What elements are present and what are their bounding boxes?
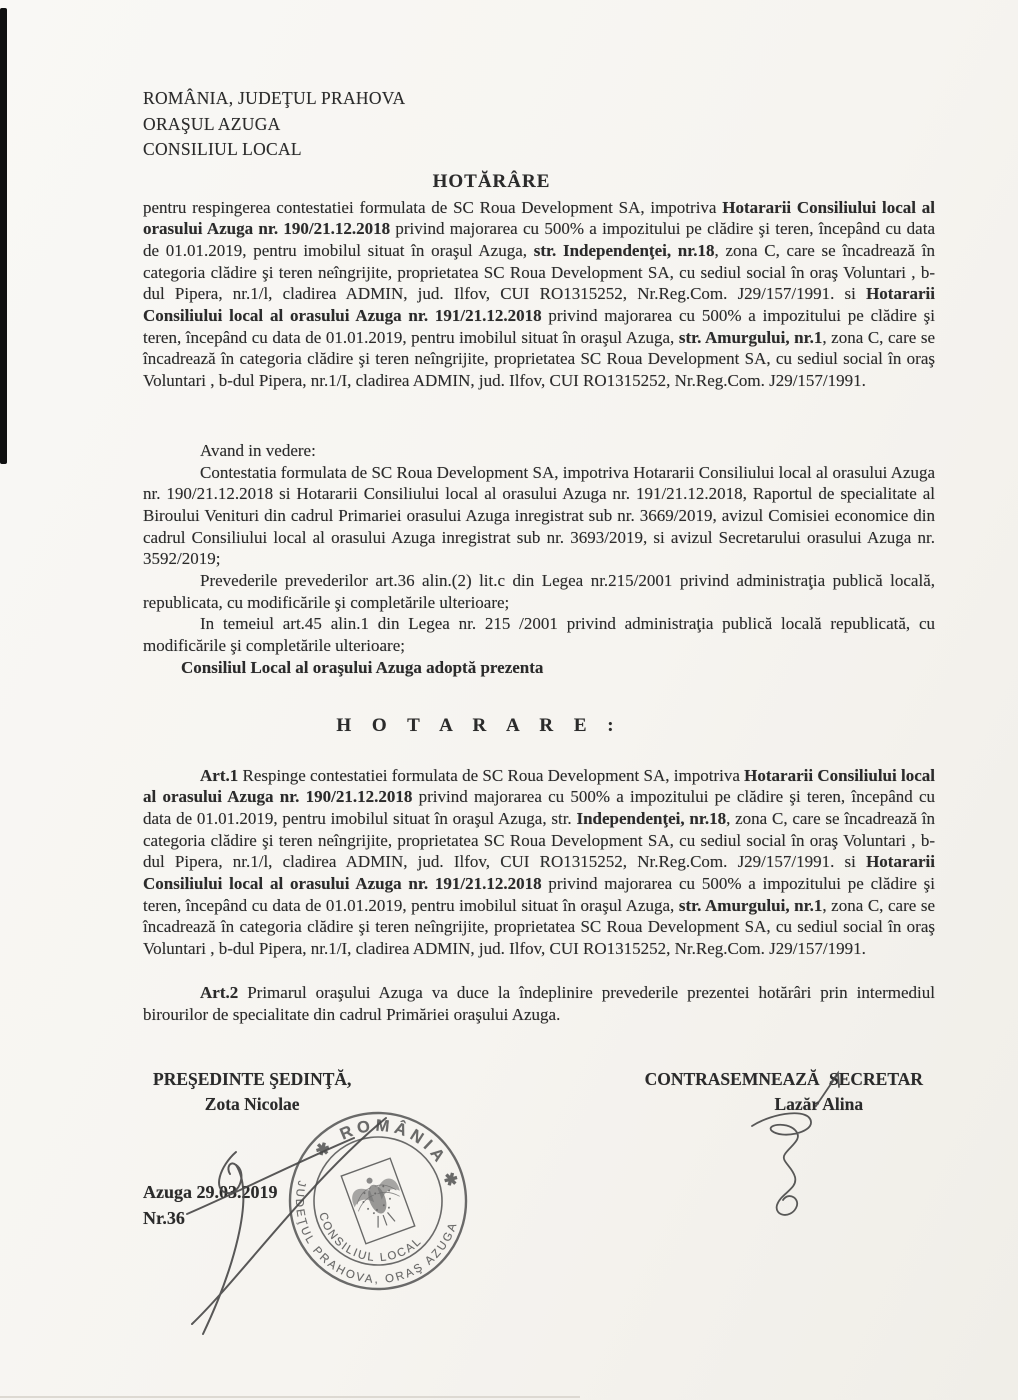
article-1-paragraph: Art.1 Respinge contestatiei formulata de SC Roua Development SA, impotriva Hotararii Consiliului local al orasului Azuga nr. 190/21.12.2018 privind majorarea cu 500% a impozitului pe clădire şi teren, începând cu data de 01.01.2019, pentru imobilul situat în oraşul Azuga, str. Independenţei, nr.18, zona C, care se încadrează în categoria clădire şi teren neîngrijite, proprietatea SC Roua Development SA, cu sediul social în oraş Voluntari , b-dul Pipera, nr.1/l, cladirea ADMIN, jud. Ilfov, CUI RO1315252, Nr.Reg.Com. J29/157/1991. si Hotararii Consiliului local al orasului Azuga nr. 191/21.12.2018 privind majorarea cu 500% a impozitului pe clădire şi teren, începând cu data de 01.01.2019, pentru imobilul situat în oraşul Azuga, str. Amurgului, nr.1, zona C, care se încadrează în categoria clădire şi teren neîngrijite, proprietatea SC Roua Development SA, cu sediul social în oraş Voluntari , b-dul Pipera, nr.1/I, cladirea ADMIN, jud. Ilfov, CUI RO1315252, Nr.Reg.Com. J29/157/1991. bbox=[143, 765, 936, 959]
scan-bottom-artifact bbox=[0, 1396, 580, 1398]
header-line-city: ORAŞUL AZUGA bbox=[143, 113, 281, 134]
scan-edge-artifact bbox=[0, 8, 7, 464]
secretary-name: Lazăr Alina bbox=[774, 1094, 864, 1115]
president-name: Zota Nicolae bbox=[204, 1094, 300, 1115]
decision-heading: H O T A R A R E : bbox=[336, 714, 622, 736]
stamp-country-text: ✱ ROMÂNIA ✱ bbox=[312, 1116, 462, 1193]
secretary-signature bbox=[740, 1060, 880, 1250]
stamp-council-text: CONSILIUL LOCAL bbox=[316, 1211, 425, 1265]
stamp-county-text: JUDEŢUL PRAHOVA, ORAŞ AZUGA bbox=[292, 1179, 461, 1287]
document-title: HOTĂRÂRE bbox=[432, 170, 551, 192]
president-title: PREŞEDINTE ŞEDINŢĂ, bbox=[153, 1069, 352, 1090]
secretary-title: CONTRASEMNEAZĂ SECRETAR bbox=[644, 1069, 923, 1090]
header-line-country: ROMÂNIA, JUDEŢUL PRAHOVA bbox=[143, 88, 406, 108]
issue-place-date: Azuga 29.03.2019 bbox=[143, 1182, 278, 1203]
adoption-clause: Consiliul Local al oraşului Azuga adoptă prezenta bbox=[181, 657, 544, 677]
preamble-lead: Avand in vedere: bbox=[200, 440, 316, 460]
subject-paragraph: pentru respingerea contestatiei formulata de SC Roua Development SA, impotriva Hotararii Consiliului local al orasului Azuga nr. 190/21.12.2018 privind majorarea cu 500% a impozitului pe clădire şi teren, începând cu data de 01.01.2019, pentru imobilul situat în oraşul Azuga, str. Independenţei, nr.18, zona C, care se încadrează în categoria clădire şi teren neîngrijite, proprietatea SC Roua Development SA, cu sediul social în oraş Voluntari , b-dul Pipera, nr.1/l, cladirea ADMIN, jud. Ilfov, CUI RO1315252, Nr.Reg.Com. J29/157/1991. si Hotararii Consiliului local al orasului Azuga nr. 191/21.12.2018 privind majorarea cu 500% a impozitului pe clădire şi teren, începând cu data de 01.01.2019, pentru imobilul situat în oraşul Azuga, str. Amurgului, nr.1, zona C, care se încadrează în categoria clădire şi teren neîngrijite, proprietatea SC Roua Development SA, cu sediul social în oraş Voluntari , b-dul Pipera, nr.1/I, cladirea ADMIN, jud. Ilfov, CUI RO1315252, Nr.Reg.Com. J29/157/1991. bbox=[143, 197, 936, 391]
preamble-paragraph-legal-basis-2: In temeiul art.45 alin.1 din Legea nr. 215 /2001 privind administraţia publică locală republicată, cu modificările şi completările ulterioare; bbox=[143, 614, 935, 656]
article-2-paragraph: Art.2 Primarul oraşului Azuga va duce la îndeplinire prevederile prezentei hotărâri prin intermediul birourilor de specialitate din cadrul Primăriei oraşului Azuga. bbox=[143, 982, 935, 1024]
decision-number: Nr.36 bbox=[143, 1208, 185, 1229]
preamble-paragraph-contestation: Contestatia formulata de SC Roua Development SA, impotriva Hotararii Consiliului local al orasului Azuga nr. 190/21.12.2018 si Hotararii Consiliului local al orasului Azuga nr. 191/21.12.2018, Raportul de specialitate al Biroului Venituri din cadrul Primariei orasului Azuga inregistrat sub nr. 3669/2019, avizul Comisiei economice din cadrul Consiliului local al orasului Azuga inregistrat sub nr. 3693/2019, si avizul Secretarului orasului Azuga nr. 3592/2019; bbox=[143, 462, 935, 569]
president-signature bbox=[140, 1108, 470, 1343]
header-line-council: CONSILIUL LOCAL bbox=[143, 139, 302, 159]
preamble-paragraph-legal-basis-1: Prevederile prevederilor art.36 alin.(2) lit.c din Legea nr.215/2001 privind administraţia publică locală, republicata, cu modificările şi completările ulterioare; bbox=[143, 571, 935, 612]
